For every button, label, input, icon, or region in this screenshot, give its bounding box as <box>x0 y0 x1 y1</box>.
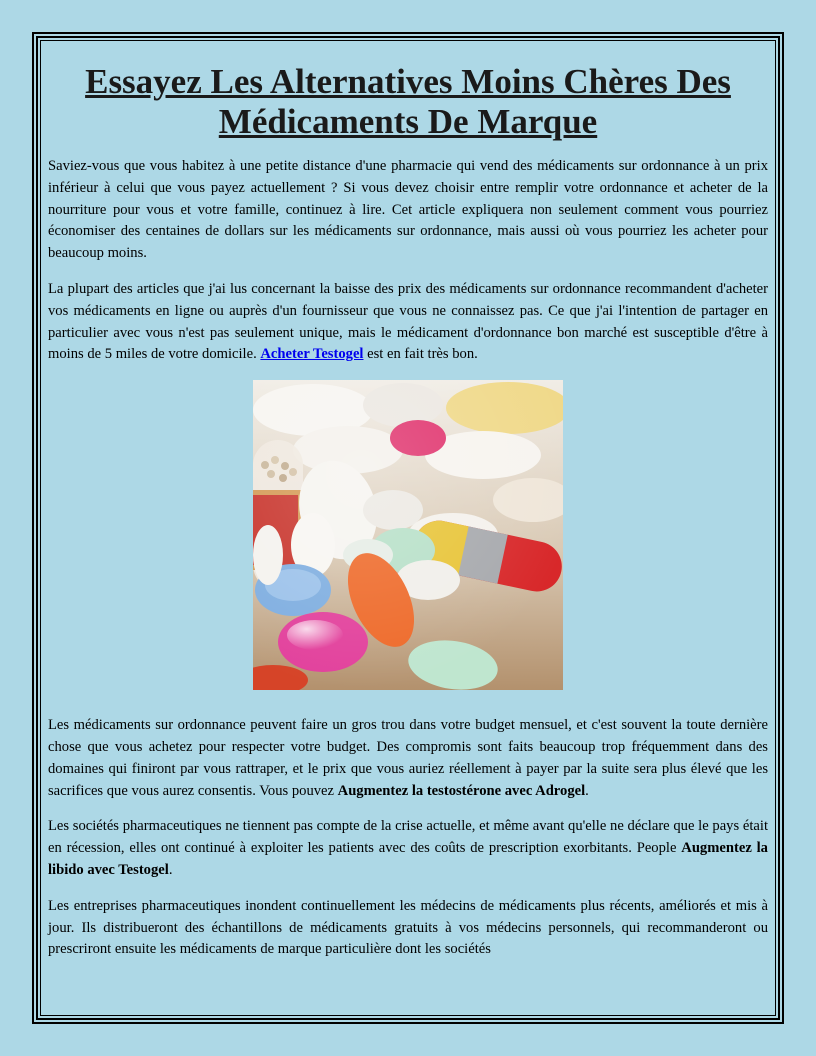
paragraph-2-after: est en fait très bon. <box>367 346 478 363</box>
article <box>48 62 768 975</box>
paragraph-3 <box>48 715 768 802</box>
article-title: Essayez Les Alternatives Moins Chères Des Médicaments De Marque <box>85 62 731 141</box>
paragraph-4-after: . <box>168 861 173 878</box>
paragraph-3-text: Les médicaments sur ordonnance peuvent faire un gros trou dans votre budget mensuel, et c'est souvent la toute dernière chose que vous achetez pour respecter votre budget. Des compromis sont faits beaucoup trop fréquemment dans des domaines qui finiront par vous rattraper, et le prix que vous auriez réellement à payer par la suite sera plus élevé que les sacrifices que vous aurez consentis. Vous pouvez <box>48 717 768 799</box>
paragraph-4-text: Les sociétés pharmaceutiques ne tiennent pas compte de la crise actuelle, et même avant qu'elle ne déclare que le pays était en récession, elles ont continué à exploiter les patients avec des coûts de prescription exorbitants. People <box>48 818 768 857</box>
paragraph-2 <box>48 279 768 366</box>
paragraph-4 <box>48 816 768 881</box>
photo-container <box>48 380 768 695</box>
paragraph-3-bold: Augmentez la testostérone avec Adrogel <box>337 782 586 799</box>
pills-photo <box>253 380 563 690</box>
paragraph-1: Saviez-vous que vous habitez à une petite distance d'une pharmacie qui vend des médicaments sur ordonnance à un prix inférieur à celui que vous payez actuellement ? Si vous devez choisir entre remplir votre ordonnance et acheter de la nourriture pour vous et votre famille, continuez à lire. Cet article expliquera non seulement comment vous pourriez économiser des centaines de dollars sur les médicaments sur ordonnance, mais aussi où vous pourriez les acheter pour beaucoup moins. <box>48 158 768 262</box>
acheter-testogel-link[interactable]: Acheter Testogel <box>260 346 364 363</box>
paragraph-3-after: . <box>585 782 589 799</box>
paragraph-5: Les entreprises pharmaceutiques inondent continuellement les médecins de médicaments plus récents, améliorés et mis à jour. Ils distribueront des échantillons de médicaments gratuits à vos médecins personnels, qui recommanderont ou prescriront ensuite les médicaments de marque particulière dont les sociétés <box>48 897 768 958</box>
paragraph-4-bold: Augmentez la libido avec Testogel <box>48 840 768 878</box>
paragraph-2-text: La plupart des articles que j'ai lus concernant la baisse des prix des médicaments sur ordonnance recommandent d'acheter vos médicaments en ligne ou auprès d'un fournisseur que vous ne connaissez pas. Ce que j'ai l'intention de partager en particulier avec vous n'est pas seulement unique, mais le médicament d'ordonnance bon marché est susceptible d'être à moins de 5 miles de votre domicile. <box>48 280 768 363</box>
